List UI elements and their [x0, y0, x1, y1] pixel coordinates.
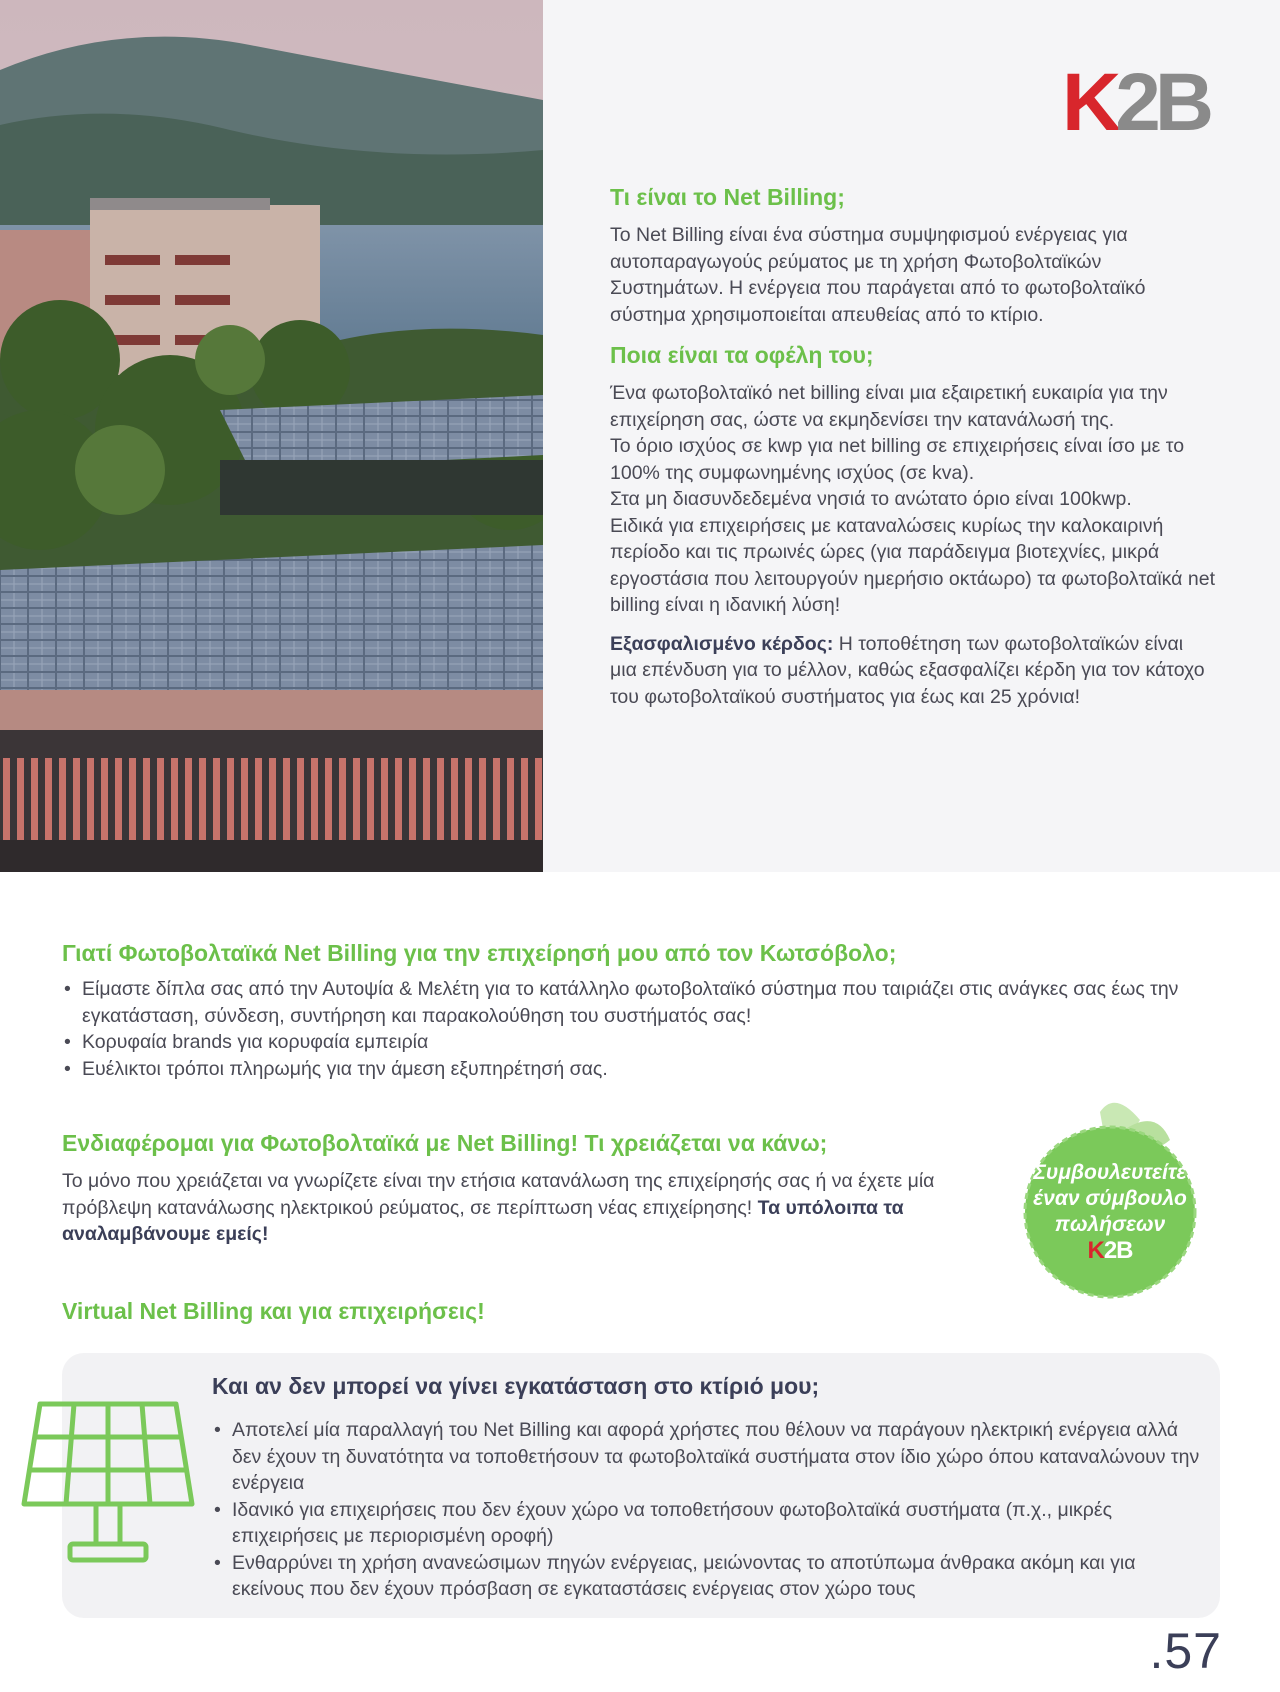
virtual-section	[62, 1296, 1222, 1326]
interest-section	[62, 1128, 962, 1248]
virtual-bullet-list	[212, 1417, 1212, 1603]
badge-line-2: έναν σύμβουλο	[1033, 1187, 1187, 1210]
badge-logo: K2B	[1087, 1237, 1133, 1264]
profit-paragraph	[610, 631, 1215, 711]
benefits-para-4: Ειδικά για επιχειρήσεις με καταναλώσεις κυρίως την καλοκαιρινή περίοδο και τις πρωινές ώρες (για παράδειγμα βιοτεχνίες, μικρά εργοστάσια που λειτουργούν ημερήσιο οκτάωρο) τα φωτοβολταϊκά net billing είναι η ιδανική λύση!	[610, 514, 1215, 616]
interest-body: Το μόνο που χρειάζεται να γνωρίζετε είναι την ετήσια κατανάλωση της επιχείρησής σας ή να έχετε μία πρόβλεψη κατανάλωσης ηλεκτρικού ρεύματος, σε περίπτωση νέας επιχείρησης!	[62, 1170, 935, 1219]
list-item: • Ιδανικό για επιχειρήσεις που δεν έχουν χώρο να τοποθετήσουν φωτοβολταϊκά συστήματα (π.χ., μικρές επιχειρήσεις με περιορισμένη οροφή)	[212, 1497, 1212, 1550]
consult-badge-text[interactable]	[1005, 1160, 1215, 1264]
list-item: • Ενθαρρύνει τη χρήση ανανεώσιμων πηγών ενέργειας, μειώνοντας το αποτύπωμα άνθρακα ακόμη και για εκείνους που δεν έχουν πρόσβαση σε εγκαταστάσεις ενέργειας στον χώρο τους	[212, 1550, 1212, 1603]
benefits-para-3: Στα μη διασυνδεδεμένα νησιά το ανώτατο όριο είναι 100kwp.	[610, 488, 1132, 510]
profit-label: Εξασφαλισμένο κέρδος:	[610, 632, 834, 655]
virtual-info-box	[62, 1353, 1220, 1618]
svg-text:K2B: K2B	[1062, 62, 1209, 138]
benefits-para-1: Ένα φωτοβολταϊκό net billing είναι μια εξαιρετική ευκαιρία για την επιχείρηση σας, ώστε να εκμηδενίσει την κατανάλωσή της.	[610, 382, 1168, 431]
why-bullet-list	[62, 976, 1222, 1082]
list-item: • Είμαστε δίπλα σας από την Αυτοψία & Μελέτη για το κατάλληλο φωτοβολταϊκό σύστημα που ταιριάζει στις ανάγκες σας έως την εγκατάσταση, σύνδεση, συντήρηση και παρακολούθηση του συστήματός σας!	[62, 976, 1222, 1029]
page-number: .57	[1149, 1623, 1222, 1679]
interest-heading: Ενδιαφέρομαι για Φωτοβολταϊκά με Net Billing! Τι χρειάζεται να κάνω;	[62, 1130, 828, 1156]
list-item: • Ευέλικτοι τρόποι πληρωμής για την άμεση εξυπηρέτησή σας.	[62, 1056, 1222, 1083]
solar-panel-icon	[18, 1394, 198, 1574]
profit-text: Η τοποθέτηση των φωτοβολταϊκών είναι μια επένδυση για το μέλλον, καθώς εξασφαλίζει κέρδη για τον κάτοχο του φωτοβολταϊκού συστήματος για έως και 25 χρόνια!	[610, 632, 1205, 708]
badge-line-3: πωλήσεων	[1054, 1213, 1166, 1236]
benefits-heading: Ποια είναι τα οφέλη του;	[610, 342, 874, 368]
net-billing-heading: Τι είναι το Net Billing;	[610, 184, 845, 210]
intro-column	[610, 182, 1215, 710]
why-heading: Γιατί Φωτοβολταϊκά Net Billing για την επιχείρησή μου από τον Κωτσόβολο;	[62, 940, 897, 966]
k2b-logo	[1062, 62, 1222, 138]
virtual-heading: Virtual Net Billing και για επιχειρήσεις!	[62, 1298, 485, 1324]
list-item: • Αποτελεί μία παραλλαγή του Net Billing και αφορά χρήστες που θέλουν να παράγουν ηλεκτρική ενέργεια αλλά δεν έχουν τη δυνατότητα να τοποθετήσουν τα φωτοβολταϊκά συστήματα στον ίδιο χώρο όπου καταναλώνουν την ενέργεια	[212, 1417, 1212, 1497]
interest-emphasis: Τα υπόλοιπα τα αναλαμβάνουμε εμείς!	[62, 1196, 904, 1245]
benefits-para-2: Το όριο ισχύος σε kwp για net billing σε επιχειρήσεις είναι ίσο με το 100% της συμφωνημένης ισχύος (σε kva).	[610, 435, 1185, 484]
virtual-box-heading: Και αν δεν μπορεί να γίνει εγκατάσταση στο κτίριό μου;	[212, 1373, 820, 1399]
solar-rooftop-photo	[0, 0, 543, 872]
badge-line-1: Συμβουλευτείτε	[1033, 1161, 1187, 1184]
why-section	[62, 938, 1222, 1082]
list-item: • Κορυφαία brands για κορυφαία εμπειρία	[62, 1029, 1222, 1056]
interest-text	[62, 1168, 962, 1248]
net-billing-text: Το Net Billing είναι ένα σύστημα συμψηφισμού ενέργειας για αυτοπαραγωγούς ρεύματος με τη χρήση Φωτοβολταϊκών Συστημάτων. Η ενέργεια που παράγεται από το φωτοβολταϊκό σύστημα χρησιμοποιείται απευθείας από το κτίριο.	[610, 224, 1146, 326]
